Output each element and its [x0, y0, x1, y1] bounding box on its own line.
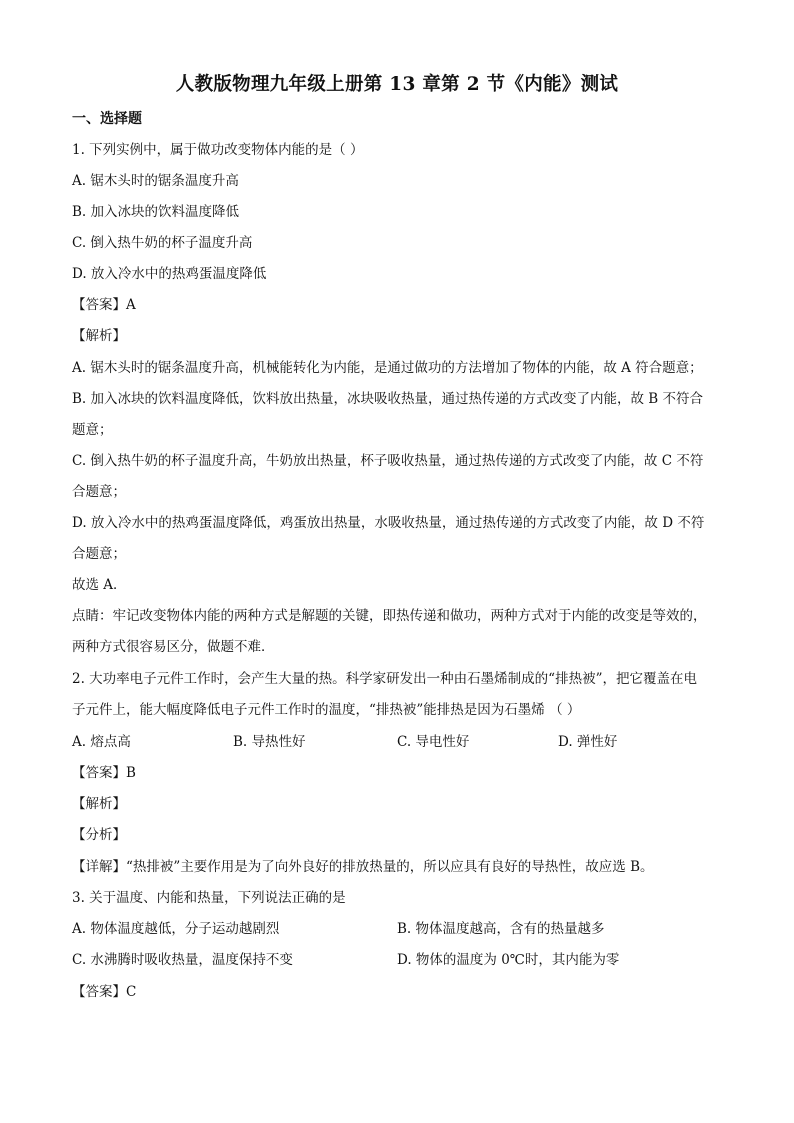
q2-answer: [72, 764, 136, 782]
q2-option-a: A. 熔点高: [72, 734, 131, 750]
answer-label: 【答案】: [72, 984, 126, 1000]
q2-option-b: B. 导热性好: [233, 734, 306, 750]
q1-tip-line: 点睛：牢记改变物体内能的两种方式是解题的关键，即热传递和做功，两种方式对于内能的改变是等效的，: [72, 608, 707, 624]
q1-analysis-line: C. 倒入热牛奶的杯子温度升高，牛奶放出热量，杯子吸收热量，通过热传递的方式改变了内能，故 C 不符: [72, 453, 704, 469]
q1-option-b: B. 加入冰块的饮料温度降低: [72, 204, 240, 220]
q3-option-c: C. 水沸腾时吸收热量，温度保持不变: [72, 952, 293, 968]
answer-label: 【答案】: [72, 765, 126, 781]
q1-option-a: A. 锯木头时的锯条温度升高: [72, 173, 239, 189]
answer-value: C: [126, 984, 137, 1000]
answer-label: 【答案】: [72, 297, 126, 313]
q3-option-d: D. 物体的温度为 0℃时，其内能为零: [397, 952, 620, 968]
section-heading: 一、选择题: [72, 111, 142, 127]
answer-value: B: [126, 765, 136, 781]
q1-stem: 1. 下列实例中，属于做功改变物体内能的是（ ）: [72, 142, 364, 158]
q1-analysis-line: D. 放入冷水中的热鸡蛋温度降低，鸡蛋放出热量，水吸收热量，通过热传递的方式改变了内能，故 D 不符: [72, 515, 705, 531]
q1-conclusion: 故选 A．: [72, 577, 127, 593]
q1-answer: [72, 296, 136, 314]
detail-label: 【详解】: [72, 859, 126, 875]
q2-detail: [72, 858, 654, 876]
q1-analysis-line: 合题意；: [72, 484, 126, 500]
q2-fenxi-label: 【分析】: [72, 827, 126, 843]
q2-option-d: D. 弹性好: [558, 734, 618, 750]
q3-option-b: B. 物体温度越高，含有的热量越多: [397, 921, 605, 937]
q1-option-c: C. 倒入热牛奶的杯子温度升高: [72, 235, 253, 251]
q1-option-d: D. 放入冷水中的热鸡蛋温度降低: [72, 266, 267, 282]
q1-analysis-line: 题意；: [72, 422, 113, 438]
q3-option-a: A. 物体温度越低，分子运动越剧烈: [72, 921, 280, 937]
q2-analysis-label: 【解析】: [72, 796, 126, 812]
page-title: 人教版物理九年级上册第 13 章第 2 节《内能》测试: [175, 74, 619, 95]
q1-analysis-label: 【解析】: [72, 328, 126, 344]
q2-option-c: C. 导电性好: [397, 734, 470, 750]
detail-text: “热排被”主要作用是为了向外良好的排放热量的，所以应具有良好的导热性，故应选 B。: [126, 859, 654, 875]
q2-stem-line: 2. 大功率电子元件工作时，会产生大量的热。科学家研发出一种由石墨烯制成的“排热被”，把它覆盖在电: [72, 671, 697, 687]
answer-value: A: [126, 297, 136, 313]
q1-tip-line: 两种方式很容易区分，做题不难．: [72, 639, 275, 655]
q3-stem: 3. 关于温度、内能和热量，下列说法正确的是: [72, 890, 346, 906]
q3-answer: [72, 983, 136, 1001]
q1-analysis-line: B. 加入冰块的饮料温度降低，饮料放出热量，冰块吸收热量，通过热传递的方式改变了内能，故 B 不符合: [72, 391, 704, 407]
q2-stem-line: 子元件上，能大幅度降低电子元件工作时的温度，“排热被”能排热是因为石墨烯 （ ）: [72, 702, 581, 718]
q1-analysis-line: A. 锯木头时的锯条温度升高，机械能转化为内能，是通过做功的方法增加了物体的内能，故 A 符合题意；: [72, 360, 703, 376]
q1-analysis-line: 合题意；: [72, 546, 126, 562]
